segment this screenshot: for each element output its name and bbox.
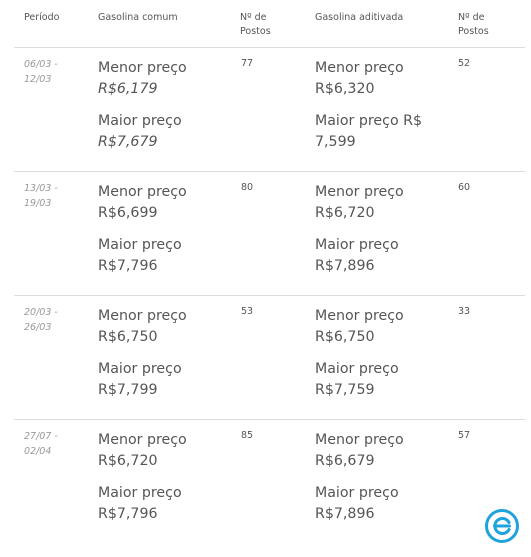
price-label: Maior preço [315,237,399,253]
table-row [14,172,525,296]
aditivada-menor-preco [315,58,425,100]
period-cell: 20/03 - 26/03 [24,307,58,333]
price-label: Maior preço R$ [315,113,423,129]
aditivada-maior-preco [315,359,425,401]
table-row [14,420,525,543]
price-label: Maior preço [315,361,399,377]
price-value: R$6,720 [315,205,375,221]
price-value: 7,599 [315,134,356,150]
price-label: Menor preço [315,308,404,324]
price-label: Maior preço [98,113,182,129]
price-table [14,0,525,543]
aditivada-maior-preco [315,235,425,277]
price-label: Maior preço [98,237,182,253]
table-row [14,296,525,420]
price-value: R$7,796 [98,258,158,274]
price-label: Maior preço [98,485,182,501]
comum-maior-preco [98,359,208,401]
price-label: Menor preço [315,184,404,200]
postos-aditivada-count: 52 [458,58,471,69]
price-value: R$6,699 [98,205,158,221]
price-value: R$6,679 [315,453,375,469]
comum-menor-preco [98,306,208,348]
price-value: R$6,320 [315,81,375,97]
price-label: Maior preço [98,361,182,377]
price-value: R$6,750 [98,329,158,345]
table-header [14,0,525,48]
price-value: R$6,750 [315,329,375,345]
period-cell: 27/07 - 02/04 [24,431,58,457]
price-label: Menor preço [315,432,404,448]
postos-comum-count: 80 [241,182,254,193]
site-logo-icon [484,508,520,544]
postos-comum-count: 53 [241,306,254,317]
price-label: Maior preço [315,485,399,501]
aditivada-menor-preco [315,182,425,224]
price-value: R$7,799 [98,382,158,398]
comum-maior-preco [98,111,208,153]
header-periodo: Período [24,12,60,23]
aditivada-menor-preco [315,306,425,348]
price-value: R$7,796 [98,506,158,522]
period-cell: 06/03 - 12/03 [24,59,58,85]
period-cell: 13/03 - 19/03 [24,183,58,209]
price-label: Menor preço [315,60,404,76]
comum-menor-preco [98,182,208,224]
price-value: R$7,896 [315,506,375,522]
comum-menor-preco [98,58,208,100]
price-label: Menor preço [98,308,187,324]
price-value: R$7,896 [315,258,375,274]
price-label: Menor preço [98,184,187,200]
aditivada-maior-preco [315,483,425,525]
header-postos-aditivada: Nº de Postos [458,12,489,37]
table-row [14,48,525,172]
price-value: R$7,759 [315,382,375,398]
comum-maior-preco [98,483,208,525]
postos-comum-count: 85 [241,430,254,441]
postos-aditivada-count: 60 [458,182,471,193]
price-label: Menor preço [98,432,187,448]
comum-maior-preco [98,235,208,277]
header-postos-comum: Nº de Postos [240,12,271,37]
price-value: R$6,720 [98,453,158,469]
price-value: R$6,179 [98,81,158,97]
postos-aditivada-count: 57 [458,430,471,441]
postos-comum-count: 77 [241,58,254,69]
price-value: R$7,679 [98,134,158,150]
comum-menor-preco [98,430,208,472]
aditivada-maior-preco [315,111,425,153]
header-gasolina-comum: Gasolina comum [98,12,178,23]
aditivada-menor-preco [315,430,425,472]
postos-aditivada-count: 33 [458,306,471,317]
header-gasolina-aditivada: Gasolina aditivada [315,12,404,23]
price-label: Menor preço [98,60,187,76]
